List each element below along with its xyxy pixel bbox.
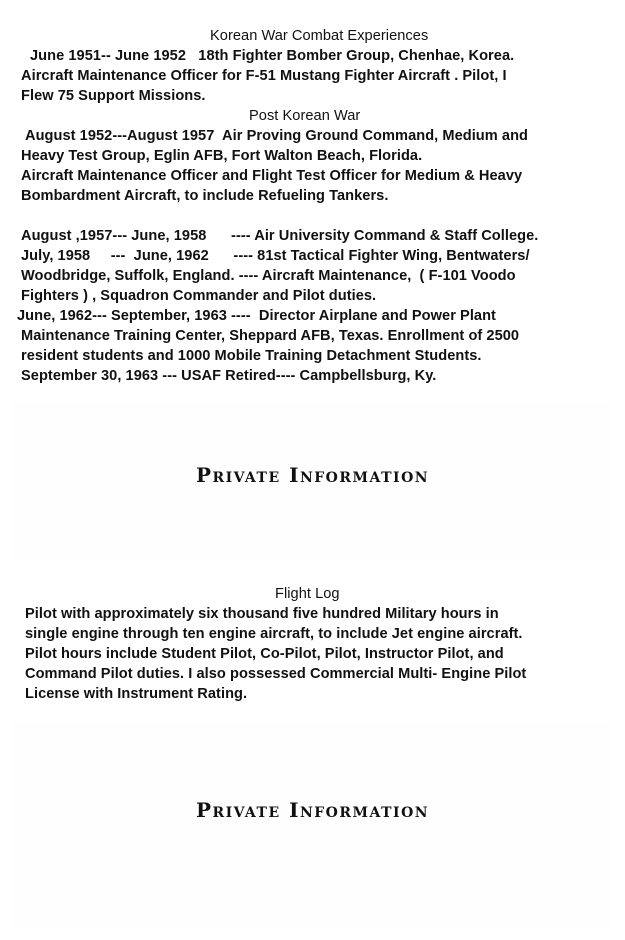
assignment-line-1: August ,1957--- June, 1958 ---- Air University Command & Staff College. <box>21 228 539 244</box>
flight-log-line-5: License with Instrument Rating. <box>25 686 248 702</box>
assignment-line-8: September 30, 1963 --- USAF Retired---- Campbellsburg, Ky. <box>21 368 437 384</box>
private-information-label-1: Private Information <box>195 463 430 487</box>
post-korean-war-heading: Post Korean War <box>249 108 361 124</box>
korean-war-heading: Korean War Combat Experiences <box>210 28 429 44</box>
post-korean-war-line-4: Bombardment Aircraft, to include Refueling Tankers. <box>21 188 389 204</box>
assignment-line-4: Fighters ) , Squadron Commander and Pilot duties. <box>21 288 377 304</box>
flight-log-line-2: single engine through ten engine aircraft, to include Jet engine aircraft. <box>25 626 523 642</box>
post-korean-war-line-1: August 1952---August 1957 Air Proving Ground Command, Medium and <box>25 128 528 144</box>
korean-war-line-3: Flew 75 Support Missions. <box>21 88 206 104</box>
korean-war-line-1: June 1951-- June 1952 18th Fighter Bomber Group, Chenhae, Korea. <box>30 48 515 64</box>
assignment-line-2: July, 1958 --- June, 1962 ---- 81st Tactical Fighter Wing, Bentwaters/ <box>21 248 530 264</box>
korean-war-line-2: Aircraft Maintenance Officer for F-51 Mustang Fighter Aircraft . Pilot, I <box>21 68 507 84</box>
assignment-line-6: Maintenance Training Center, Sheppard AFB, Texas. Enrollment of 2500 <box>21 328 520 344</box>
flight-log-heading: Flight Log <box>275 586 340 602</box>
post-korean-war-line-2: Heavy Test Group, Eglin AFB, Fort Walton Beach, Florida. <box>21 148 423 164</box>
flight-log-line-4: Command Pilot duties. I also possessed Commercial Multi- Engine Pilot <box>25 666 527 682</box>
flight-log-line-3: Pilot hours include Student Pilot, Co-Pilot, Pilot, Instructor Pilot, and <box>25 646 504 662</box>
private-information-label-2: Private Information <box>195 798 430 822</box>
assignment-line-3: Woodbridge, Suffolk, England. ---- Aircraft Maintenance, ( F-101 Voodo <box>21 268 516 284</box>
assignment-line-7: resident students and 1000 Mobile Training Detachment Students. <box>21 348 482 364</box>
redacted-panel-2 <box>12 722 612 930</box>
flight-log-line-1: Pilot with approximately six thousand five hundred Military hours in <box>25 606 499 622</box>
post-korean-war-line-3: Aircraft Maintenance Officer and Flight Test Officer for Medium & Heavy <box>21 168 523 184</box>
assignment-line-5: June, 1962--- September, 1963 ---- Director Airplane and Power Plant <box>17 308 496 324</box>
